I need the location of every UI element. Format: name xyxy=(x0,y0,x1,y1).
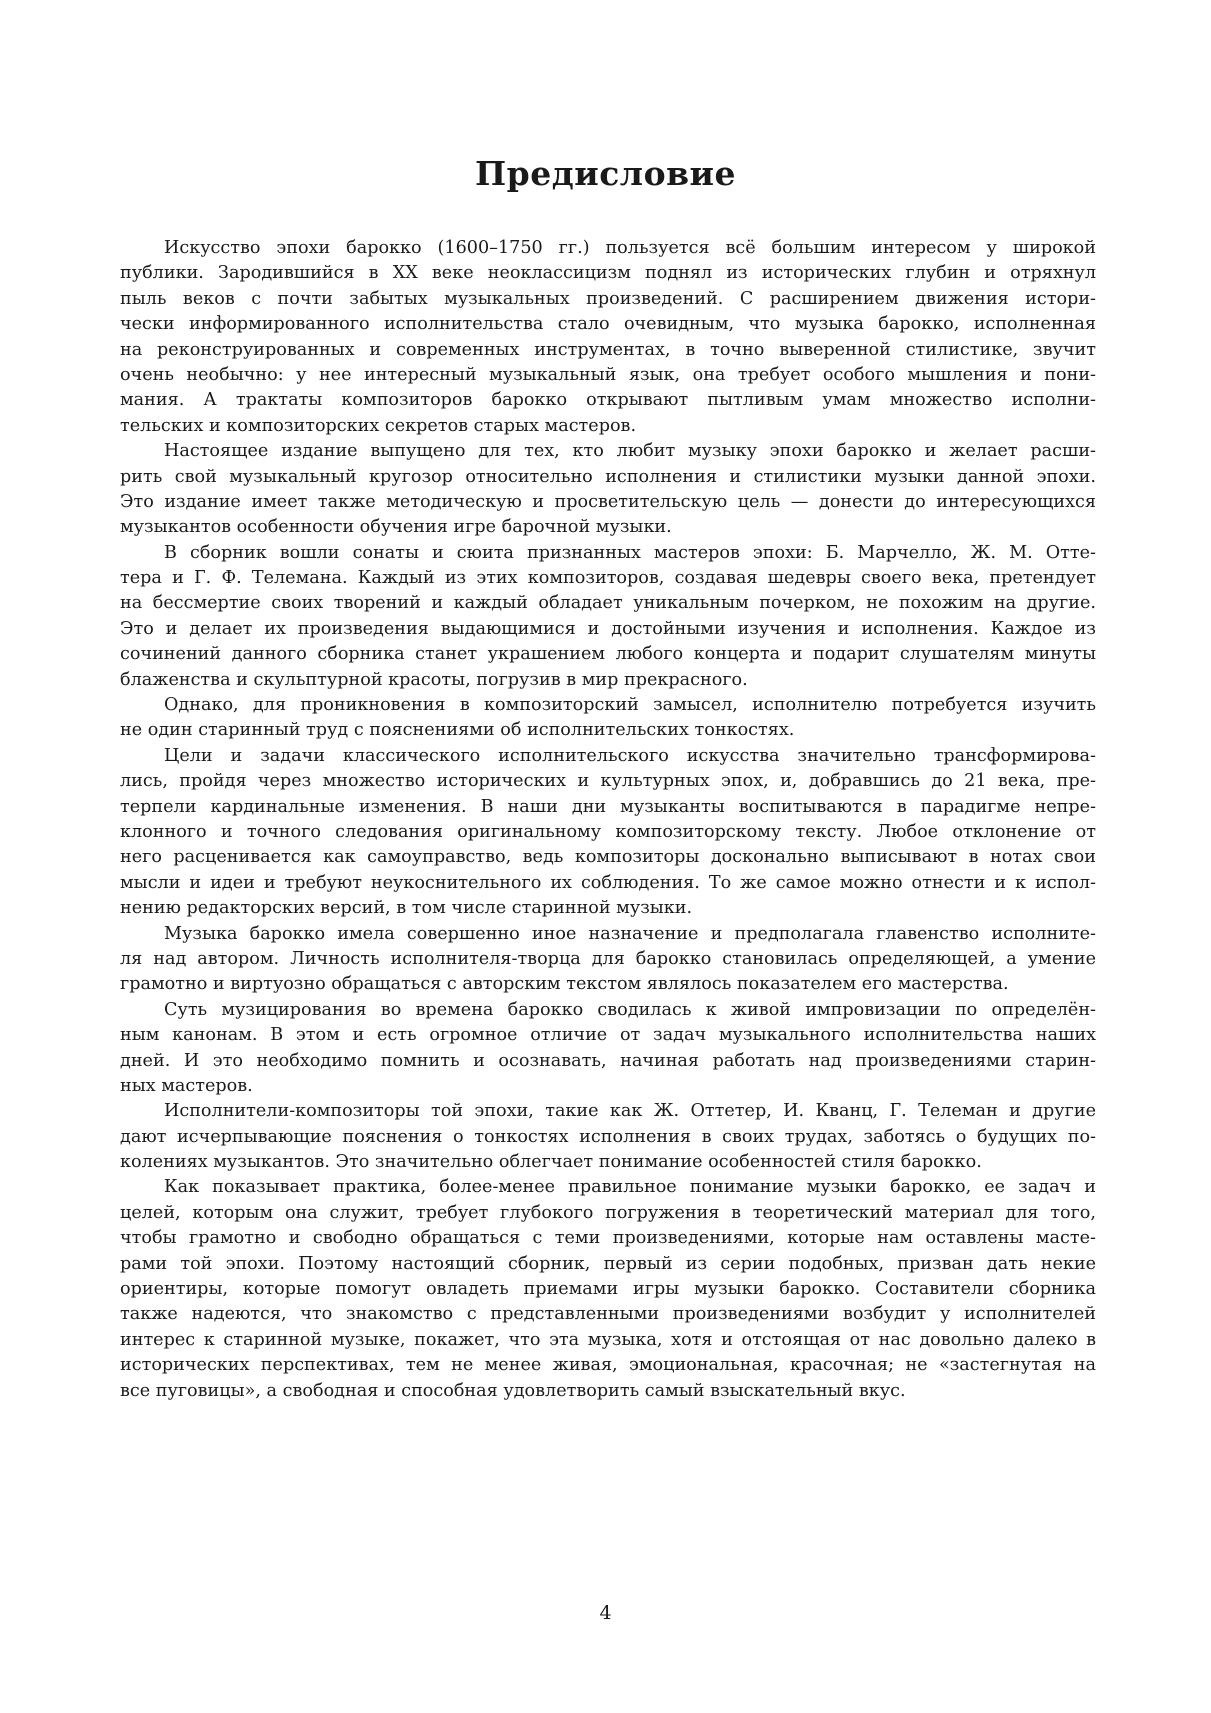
text-line: не один старинный труд с пояснениями об исполнительских тонкостях. xyxy=(120,720,795,741)
text-line: на бессмертие своих творений и каждый обладает уникальным почерком, не похожим на другие. xyxy=(120,593,1096,614)
text-line: блаженства и скульптурной красоты, погрузив в мир прекрасного. xyxy=(120,669,748,690)
text-line: ля над автором. Личность исполнителя-творца для барокко становилась определяющей, а умение xyxy=(120,948,1096,969)
paragraph xyxy=(120,236,1096,439)
paragraph xyxy=(120,744,1096,922)
text-line: все пуговицы», а свободная и способная удовлетворить самый взыскательный вкус. xyxy=(120,1380,906,1401)
page-number: 4 xyxy=(599,1602,612,1624)
paragraph xyxy=(120,693,1096,744)
text-line: исторических перспективах, тем не менее живая, эмоциональная, красочная; не «застегнутая на xyxy=(120,1355,1096,1376)
text-line: дают исчерпывающие пояснения о тонкостях исполнения в своих трудах, заботясь о будущих по- xyxy=(120,1126,1096,1147)
paragraph xyxy=(120,1175,1096,1404)
text-line: ным канонам. В этом и есть огромное отличие от задач музыкального исполнительства наших xyxy=(120,1025,1096,1046)
text-line: очень необычно: у нее интересный музыкальный язык, она требует особого мышления и пони- xyxy=(120,364,1096,385)
text-line: пыль веков с почти забытых музыкальных произведений. С расширением движения истори- xyxy=(120,288,1096,309)
text-line: целей, которым она служит, требует глубокого погружения в теоретический материал для того, xyxy=(120,1202,1096,1223)
text-line: Исполнители-композиторы той эпохи, такие как Ж. Оттетер, И. Кванц, Г. Телеман и другие xyxy=(164,1101,1096,1122)
text-line: интерес к старинной музыке, покажет, что эта музыка, хотя и отстоящая от нас довольно далеко в xyxy=(120,1329,1096,1350)
text-line: мания. А трактаты композиторов барокко открывают пытливым умам множество исполни- xyxy=(120,390,1096,411)
paragraph xyxy=(120,998,1096,1100)
paragraph xyxy=(120,439,1096,541)
text-line: на реконструированных и современных инструментах, в точно выверенной стилистике, звучит xyxy=(120,339,1096,360)
text-line: рить свой музыкальный кругозор относительно исполнения и стилистики музыки данной эпохи. xyxy=(120,466,1096,487)
text-line: В сборник вошли сонаты и сюита признанных мастеров эпохи: Б. Марчелло, Ж. М. Отте- xyxy=(164,542,1096,563)
text-line: Цели и задачи классического исполнительского искусства значительно трансформирова- xyxy=(164,745,1096,766)
text-line: Это издание имеет также методическую и просветительскую цель — донести до интересующихся xyxy=(120,491,1096,512)
text-line: нению редакторских версий, в том числе старинной музыки. xyxy=(120,898,693,919)
paragraph xyxy=(120,541,1096,693)
text-line: рами той эпохи. Поэтому настоящий сборник, первый из серии подобных, призван дать некие xyxy=(120,1253,1096,1274)
text-line: ориентиры, которые помогут овладеть приемами игры музыки барокко. Составители сборника xyxy=(120,1279,1096,1300)
text-line: Однако, для проникновения в композиторский замысел, исполнителю потребуется изучить xyxy=(164,695,1096,716)
text-line: Музыка барокко имела совершенно иное назначение и предполагала главенство исполните- xyxy=(164,923,1096,944)
paragraph xyxy=(120,1099,1096,1175)
paragraph xyxy=(120,922,1096,998)
text-line: чтобы грамотно и свободно обращаться с теми произведениями, которые нам оставлены масте- xyxy=(120,1228,1096,1249)
text-line: чески информированного исполнительства стало очевидным, что музыка барокко, исполненная xyxy=(120,314,1096,335)
text-line: колениях музыкантов. Это значительно облегчает понимание особенностей стиля барокко. xyxy=(120,1152,982,1173)
text-line: клонного и точного следования оригинальному композиторскому тексту. Любое отклонение от xyxy=(120,821,1096,842)
text-line: него расценивается как самоуправство, ведь композиторы досконально выписывают в нотах свои xyxy=(120,847,1096,868)
text-line: публики. Зародившийся в XX веке неоклассицизм поднял из исторических глубин и отряхнул xyxy=(120,263,1096,284)
text-line: терпели кардинальные изменения. В наши дни музыканты воспитываются в парадигме непре- xyxy=(120,796,1096,817)
text-line: Это и делает их произведения выдающимися и достойными изучения и исполнения. Каждое из xyxy=(120,618,1096,639)
text-line: сочинений данного сборника станет украшением любого концерта и подарит слушателям минуты xyxy=(120,644,1096,665)
text-line: Искусство эпохи барокко (1600–1750 гг.) пользуется всё большим интересом у широкой xyxy=(164,238,1096,258)
text-line: также надеются, что знакомство с представленными произведениями возбудит у исполнителей xyxy=(120,1304,1096,1325)
text-line: лись, пройдя через множество исторических и культурных эпох, и, добравшись до 21 века, пре- xyxy=(120,771,1096,792)
text-line: дней. И это необходимо помнить и осознавать, начиная работать над произведениями старин- xyxy=(120,1050,1096,1071)
text-line: ных мастеров. xyxy=(120,1075,253,1096)
text-line: Суть музицирования во времена барокко сводилась к живой импровизации по определён- xyxy=(164,999,1096,1020)
preface-body xyxy=(120,236,1096,1404)
text-line: музыкантов особенности обучения игре барочной музыки. xyxy=(120,517,672,538)
text-line: тера и Г. Ф. Телемана. Каждый из этих композиторов, создавая шедевры своего века, претендует xyxy=(120,568,1096,589)
text-line: мысли и идеи и требуют неукоснительного их соблюдения. То же самое можно отнести и к испол- xyxy=(120,872,1096,893)
text-line: грамотно и виртуозно обращаться с авторским текстом являлось показателем его мастерства. xyxy=(120,974,1009,995)
text-line: Как показывает практика, более-менее правильное понимание музыки барокко, ее задач и xyxy=(164,1177,1096,1198)
text-line: Настоящее издание выпущено для тех, кто любит музыку эпохи барокко и желает расши- xyxy=(164,441,1096,462)
text-line: тельских и композиторских секретов старых мастеров. xyxy=(120,415,637,436)
page-title: Предисловие xyxy=(475,154,736,194)
